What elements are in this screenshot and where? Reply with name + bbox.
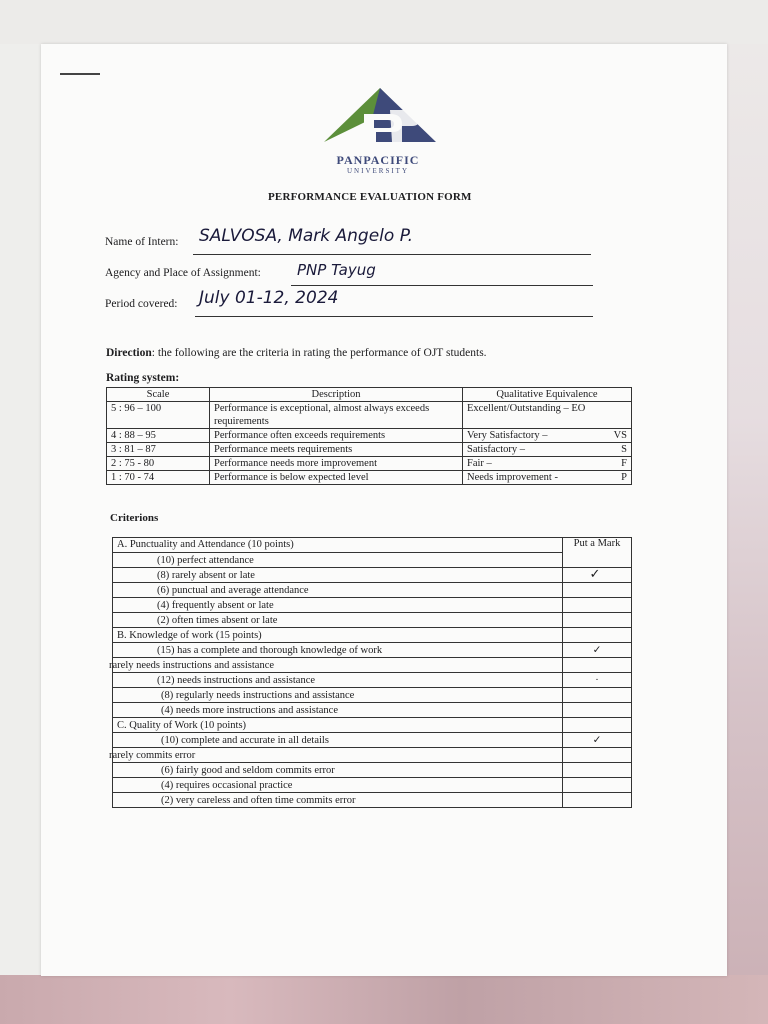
direction-body: : the following are the criteria in rating the performance of OJT students.	[151, 347, 487, 359]
rating-header-row	[107, 388, 632, 402]
rating-abbreviation: S	[621, 444, 627, 455]
rating-abbreviation: P	[621, 472, 627, 483]
section-header-row	[113, 628, 632, 643]
rating-system-title: Rating system:	[106, 372, 180, 384]
criterion-mark[interactable]	[563, 598, 632, 613]
rating-row	[107, 429, 632, 443]
period-underline	[195, 316, 593, 317]
criterion-text: rarely needs instructions and assistance	[109, 659, 275, 671]
direction-label: Direction	[106, 347, 152, 359]
criterion-row	[113, 568, 632, 583]
pen-stroke-mark	[60, 73, 100, 75]
section-header-row	[113, 718, 632, 733]
criterion-row	[113, 553, 632, 568]
intern-name-value: SALVOSA, Mark Angelo P.	[199, 226, 414, 246]
criterion-row	[113, 793, 632, 808]
section-title: B. Knowledge of work (15 points)	[113, 628, 563, 643]
criterion-text: (2) often times absent or late	[113, 613, 563, 628]
rating-row	[107, 443, 632, 457]
photo-background-top	[0, 0, 768, 44]
rating-header-scale: Scale	[107, 388, 210, 402]
criterion-text: (4) frequently absent or late	[113, 598, 563, 613]
criterion-text: (8) regularly needs instructions and assistance	[113, 688, 563, 703]
criterion-mark[interactable]: ✓	[563, 643, 632, 658]
rating-row	[107, 457, 632, 471]
intern-name-underline	[193, 254, 591, 255]
section-header-row	[113, 538, 632, 553]
criterion-row	[113, 613, 632, 628]
criterion-mark[interactable]	[563, 613, 632, 628]
put-a-mark-header: Put a Mark	[563, 538, 632, 568]
period-value: July 01-12, 2024	[199, 288, 339, 308]
rating-description: Performance is exceptional, almost always exceeds requirements	[210, 402, 463, 429]
agency-label: Agency and Place of Assignment:	[105, 267, 261, 279]
criterions-table	[109, 537, 632, 808]
rating-qualitative: Very Satisfactory –	[467, 430, 548, 441]
criterion-mark[interactable]	[563, 658, 632, 673]
university-subtitle: UNIVERSITY	[347, 167, 409, 175]
criterion-mark[interactable]: ✓	[563, 733, 632, 748]
rating-abbreviation: VS	[613, 430, 627, 441]
form-title: PERFORMANCE EVALUATION FORM	[268, 191, 472, 203]
section-title: A. Punctuality and Attendance (10 points)	[113, 538, 563, 553]
rating-description: Performance meets requirements	[210, 443, 463, 457]
criterion-text: (10) perfect attendance	[113, 553, 563, 568]
rating-description: Performance is below expected level	[210, 471, 463, 485]
section-title: C. Quality of Work (10 points)	[113, 718, 563, 733]
rating-scale: 2 : 75 - 80	[107, 457, 210, 471]
criterion-row	[113, 688, 632, 703]
criterion-row	[113, 583, 632, 598]
period-label: Period covered:	[105, 298, 178, 310]
criterion-row	[113, 778, 632, 793]
rating-qualitative: Satisfactory –	[467, 444, 526, 455]
criterion-mark[interactable]	[563, 778, 632, 793]
rating-row	[107, 471, 632, 485]
criterion-row	[113, 763, 632, 778]
criterion-mark[interactable]	[563, 583, 632, 598]
rating-scale: 5 : 96 – 100	[107, 402, 210, 429]
rating-abbreviation: F	[621, 458, 627, 469]
criterion-text: (2) very careless and often time commits error	[113, 793, 563, 808]
criterion-mark[interactable]	[563, 703, 632, 718]
rating-scale: 1 : 70 - 74	[107, 471, 210, 485]
rating-row	[107, 402, 632, 429]
university-logo-icon	[318, 84, 438, 150]
photo-background-bottom	[0, 975, 768, 1024]
criterion-mark[interactable]	[563, 688, 632, 703]
criterion-text: (6) fairly good and seldom commits error	[113, 763, 563, 778]
photo-background-right	[726, 44, 768, 975]
criterion-text: (8) rarely absent or late	[113, 568, 563, 583]
intern-name-label: Name of Intern:	[105, 236, 179, 248]
criterion-text: (15) has a complete and thorough knowledge of work	[113, 643, 563, 658]
rating-scale: 3 : 81 – 87	[107, 443, 210, 457]
criterions-title: Criterions	[110, 512, 159, 524]
criterion-row	[113, 658, 632, 673]
criterion-mark[interactable]: ·	[563, 673, 632, 688]
rating-description: Performance needs more improvement	[210, 457, 463, 471]
agency-value: PNP Tayug	[297, 261, 376, 279]
rating-description: Performance often exceeds requirements	[210, 429, 463, 443]
criterion-row	[113, 673, 632, 688]
rating-qualitative: Excellent/Outstanding – EO	[463, 402, 632, 429]
rating-scale: 4 : 88 – 95	[107, 429, 210, 443]
criterion-mark[interactable]	[563, 793, 632, 808]
criterion-mark[interactable]	[563, 748, 632, 763]
criterion-mark[interactable]: ✓	[589, 566, 601, 581]
photo-background-left	[0, 44, 42, 975]
criterion-mark[interactable]	[563, 763, 632, 778]
criterion-row	[113, 703, 632, 718]
rating-header-qualitative: Qualitative Equivalence	[463, 388, 632, 402]
criterion-text: (6) punctual and average attendance	[113, 583, 563, 598]
rating-qualitative: Fair –	[467, 458, 492, 469]
university-name: PANPACIFIC	[336, 153, 420, 167]
criterion-row	[113, 733, 632, 748]
direction-text	[106, 347, 487, 359]
rating-header-description: Description	[210, 388, 463, 402]
criterion-row	[113, 643, 632, 658]
criterion-text: (4) needs more instructions and assistance	[113, 703, 563, 718]
criterion-text: (10) complete and accurate in all details	[113, 733, 563, 748]
criterion-row	[113, 598, 632, 613]
criterion-text: rarely commits error	[109, 749, 196, 761]
criterion-row	[113, 748, 632, 763]
rating-system-table	[106, 387, 632, 485]
criterion-text: (4) requires occasional practice	[113, 778, 563, 793]
criterion-text: (12) needs instructions and assistance	[113, 673, 563, 688]
rating-qualitative: Needs improvement -	[467, 472, 558, 483]
paper-sheet	[41, 44, 727, 976]
agency-underline	[291, 285, 593, 286]
